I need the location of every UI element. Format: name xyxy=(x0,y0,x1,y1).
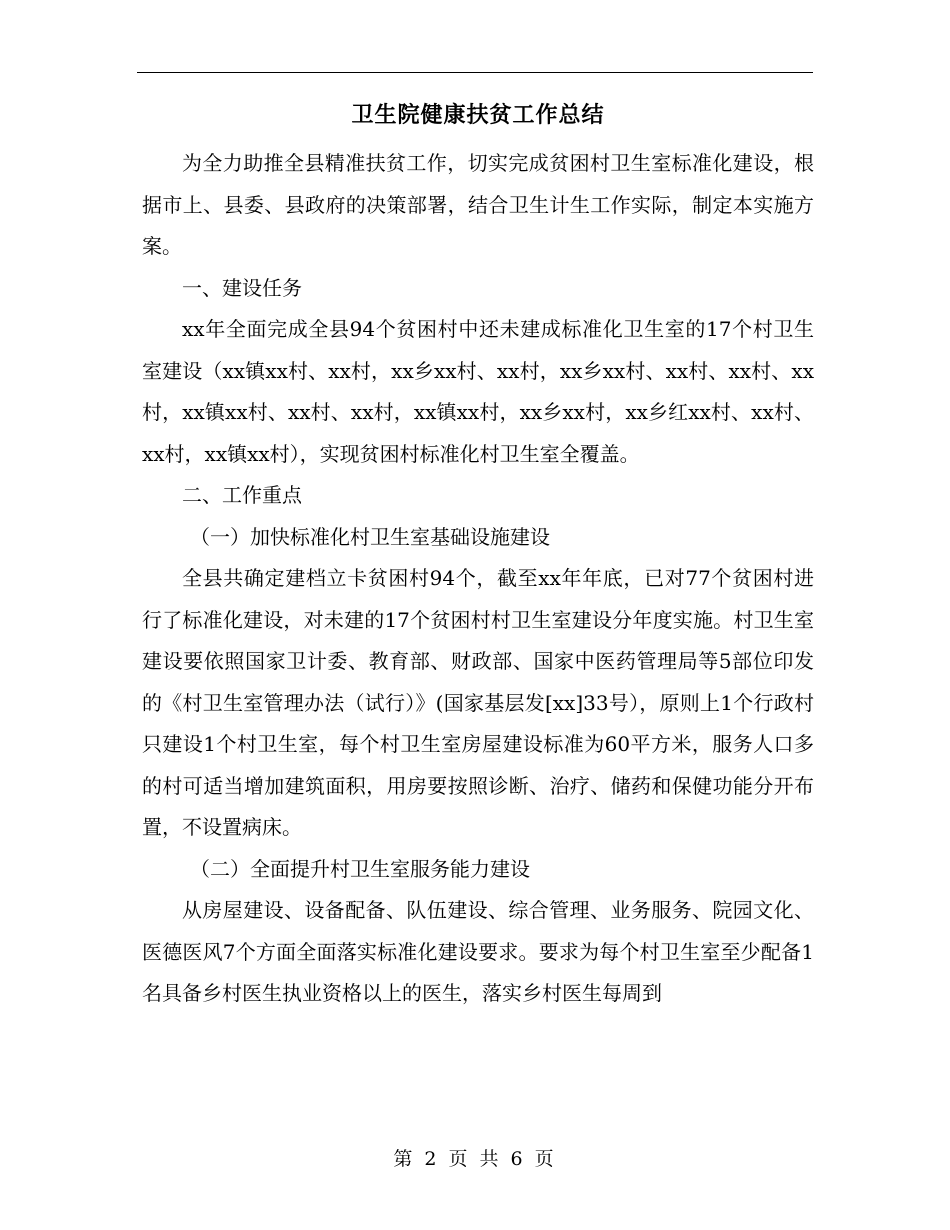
paragraph-capacity: 从房屋建设、设备配备、队伍建设、综合管理、业务服务、院园文化、医德医风7个方面全面落实标准化建设要求。要求为每个村卫生室至少配备1名具备乡村医生执业资格以上的医生，落实乡村医生每周到 xyxy=(142,898,814,1005)
paragraph-intro: 为全力助推全县精准扶贫工作，切实完成贫困村卫生室标准化建设，根据市上、县委、县政府的决策部署，结合卫生计生工作实际，制定本实施方案。 xyxy=(142,151,814,258)
section-heading-tasks: 一、建设任务 xyxy=(182,275,302,300)
subsection-heading-infrastructure: （一）加快标准化村卫生室基础设施建设 xyxy=(190,524,550,549)
subsection-heading-capacity: （二）全面提升村卫生室服务能力建设 xyxy=(190,856,530,881)
paragraph-infrastructure: 全县共确定建档立卡贫困村94个，截至xx年年底，已对77个贫困村进行了标准化建设，对未建的17个贫困村村卫生室建设分年度实施。村卫生室建设要依照国家卫计委、教育部、财政部、国家中医药管理局等5部位印发的《村卫生室管理办法（试行）》(国家基层发[xx]33号），原则上1个行政村只建设1个村卫生室，每个村卫生室房屋建设标准为60平方米，服务人口多的村可适当增加建筑面积，用房要按照诊断、治疗、储药和保健功能分开布置，不设置病床。 xyxy=(142,566,814,839)
paragraph-tasks: xx年全面完成全县94个贫困村中还未建成标准化卫生室的17个村卫生室建设（xx镇xx村、xx村，xx乡xx村、xx村，xx乡xx村、xx村、xx村、xx村，xx镇xx村、xx村、xx村，xx镇xx村，xx乡xx村，xx乡红xx村、xx村、xx村，xx镇xx村），实现贫困村标准化村卫生室全覆盖。 xyxy=(142,317,814,466)
document-title: 卫生院健康扶贫工作总结 xyxy=(351,102,605,128)
page-number: 第 2 页 共 6 页 xyxy=(393,1148,557,1170)
header-rule xyxy=(137,72,813,73)
section-heading-focus: 二、工作重点 xyxy=(182,483,302,507)
document-body xyxy=(142,100,814,1015)
